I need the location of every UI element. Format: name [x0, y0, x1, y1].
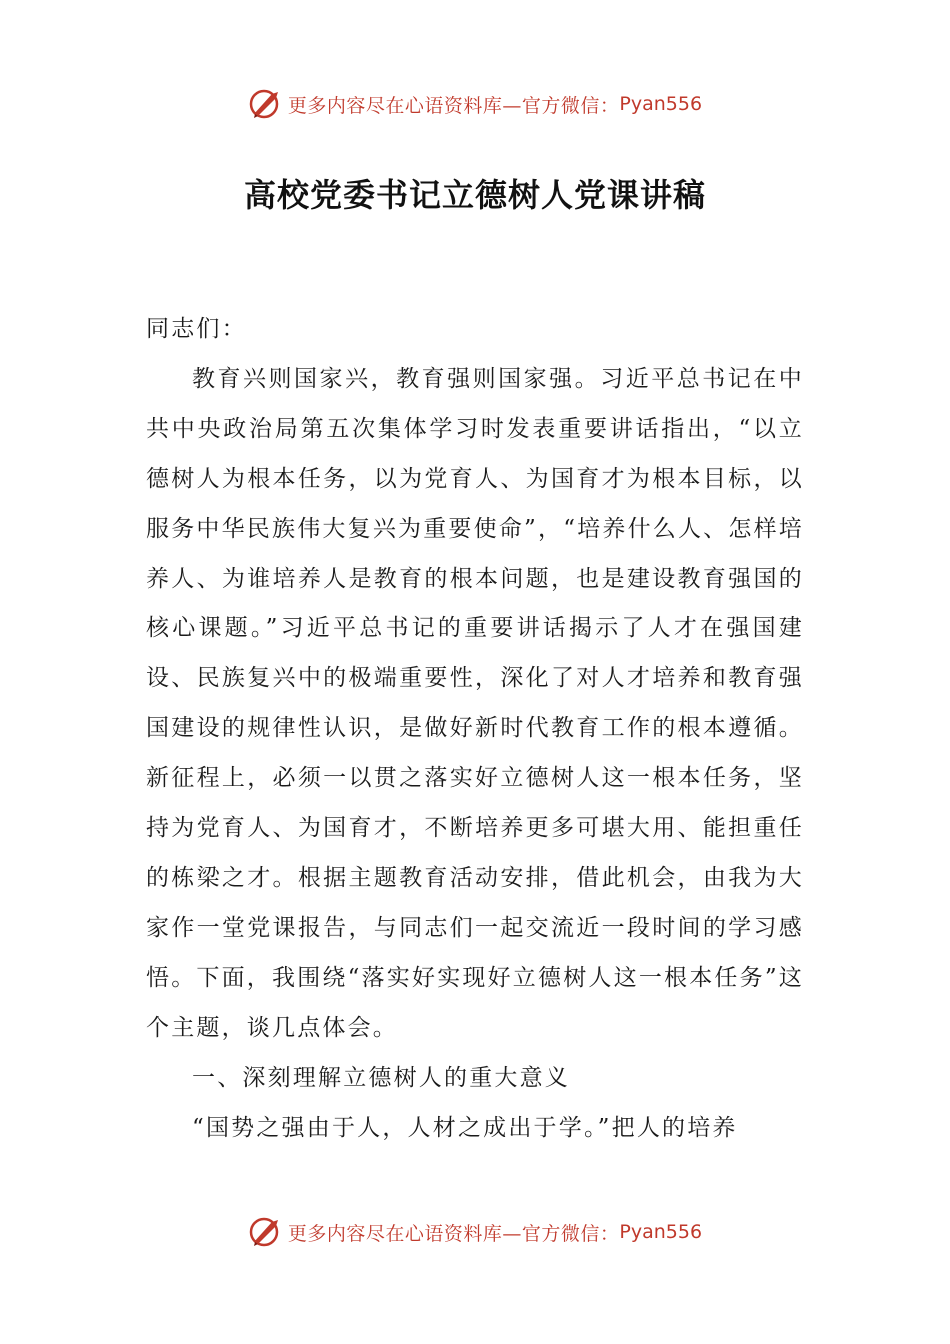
header-watermark	[0, 84, 950, 124]
document-title: 高校党委书记立德树人党课讲稿	[243, 176, 706, 214]
watermark-handle: Pyan556	[619, 93, 703, 115]
paragraph: 教育兴则国家兴，教育强则国家强。习近平总书记在中共中央政治局第五次集体学习时发表重要讲话指出，“以立德树人为根本任务，以为党育人、为国育才为根本目标，以服务中华民族伟大复兴为重要使命”，“培养什么人、怎样培养人、为谁培养人是教育的根本问题，也是建设教育强国的核心课题。”习近平总书记的重要讲话揭示了人才在强国建设、民族复兴中的极端重要性，深化了对人才培养和教育强国建设的规律性认识，是做好新时代教育工作的根本遵循。新征程上，必须一以贯之落实好立德树人这一根本任务，坚持为党育人、为国育才，不断培养更多可堪大用、能担重任的栋梁之才。根据主题教育活动安排，借此机会，由我为大家作一堂党课报告，与同志们一起交流近一段时间的学习感悟。下面，我围绕“落实好实现好立德树人这一根本任务”这个主题，谈几点体会。	[146, 365, 804, 1041]
section-heading: 一、深刻理解立德树人的重大意义	[192, 1064, 570, 1091]
watermark-text: 更多内容尽在心语资料库—官方微信：	[287, 1222, 620, 1245]
paragraph: “国势之强由于人，人材之成出于学。”把人的培养	[192, 1114, 738, 1141]
watermark-handle: Pyan556	[619, 1221, 703, 1243]
watermark-text: 更多内容尽在心语资料库—官方微信：	[287, 94, 620, 117]
pen-logo-icon	[248, 86, 284, 122]
pen-logo-icon	[248, 1214, 284, 1250]
salutation: 同志们：	[146, 316, 247, 342]
document-body	[146, 305, 804, 1153]
footer-watermark	[0, 1212, 950, 1252]
